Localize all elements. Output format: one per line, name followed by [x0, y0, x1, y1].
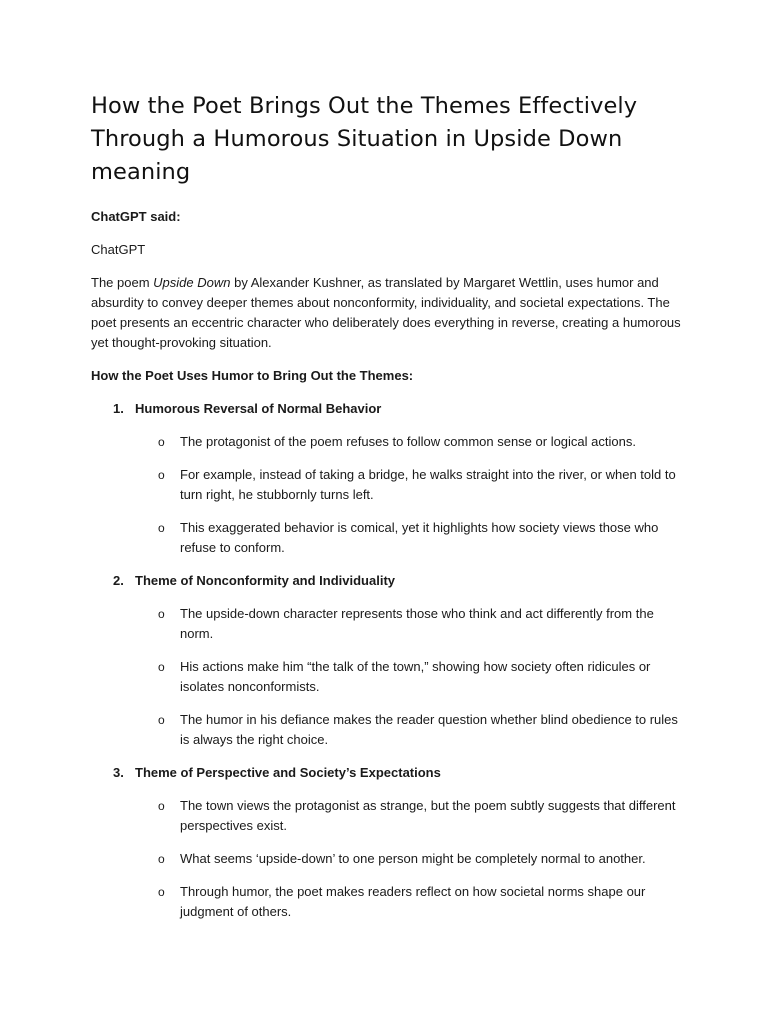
list-item-text: His actions make him “the talk of the town,” showing how society often ridicules or isolates nonconformists.	[180, 659, 651, 694]
section-heading-text: Theme of Perspective and Society’s Expectations	[135, 765, 441, 780]
section-number: 3.	[113, 765, 124, 780]
section-heading	[91, 399, 681, 419]
chatgpt-said-label: ChatGPT said:	[91, 209, 181, 224]
list-item-text: The town views the protagonist as strange, but the poem subtly suggests that different perspectives exist.	[180, 798, 676, 833]
section-heading	[91, 763, 681, 783]
bullet-marker: o	[158, 521, 165, 535]
list-item	[91, 710, 681, 750]
intro-paragraph	[91, 273, 681, 353]
section-number: 2.	[113, 573, 124, 588]
document-page	[91, 90, 681, 935]
list-item	[91, 432, 681, 452]
intro-text-rest: by Alexander Kushner, as translated by Margaret Wettlin, uses humor and absurdity to convey deeper themes about nonconformity, individuality, and societal expectations. The poet presents an eccentric character who deliberately does everything in reverse, creating a humorous yet thought-provoking situation.	[91, 275, 681, 350]
bullet-marker: o	[158, 852, 165, 866]
numbered-section	[91, 399, 681, 558]
poem-title-italic: Upside Down	[153, 275, 231, 290]
bullet-marker: o	[158, 607, 165, 621]
section-heading	[91, 571, 681, 591]
intro-text-start: The poem	[91, 275, 154, 290]
bullet-marker: o	[158, 885, 165, 899]
section-subheading: How the Poet Uses Humor to Bring Out the Themes:	[91, 368, 414, 383]
list-item	[91, 604, 681, 644]
list-item-text: For example, instead of taking a bridge, he walks straight into the river, or when told to turn right, he stubbornly turns left.	[180, 467, 676, 502]
bullet-marker: o	[158, 713, 165, 727]
numbered-section	[91, 763, 681, 922]
list-item-text: The humor in his defiance makes the reader question whether blind obedience to rules is always the right choice.	[180, 712, 678, 747]
list-item-text: The protagonist of the poem refuses to follow common sense or logical actions.	[180, 434, 636, 449]
bullet-marker: o	[158, 799, 165, 813]
list-item	[91, 657, 681, 697]
list-item	[91, 796, 681, 836]
bullet-marker: o	[158, 435, 165, 449]
list-item-text: Through humor, the poet makes readers reflect on how societal norms shape our judgment of others.	[180, 884, 646, 919]
list-item	[91, 849, 681, 869]
section-number: 1.	[113, 401, 124, 416]
list-item	[91, 882, 681, 922]
section-heading-text: Humorous Reversal of Normal Behavior	[135, 401, 382, 416]
numbered-section	[91, 571, 681, 750]
chatgpt-label: ChatGPT	[91, 242, 146, 257]
list-item-text: What seems ‘upside-down’ to one person might be completely normal to another.	[180, 851, 646, 866]
bullet-marker: o	[158, 660, 165, 674]
list-item	[91, 518, 681, 558]
document-title: How the Poet Brings Out the Themes Effectively Through a Humorous Situation in Upside Down meaning	[91, 93, 638, 185]
list-item-text: This exaggerated behavior is comical, yet it highlights how society views those who refuse to conform.	[180, 520, 659, 555]
section-heading-text: Theme of Nonconformity and Individuality	[135, 573, 396, 588]
list-item-text: The upside-down character represents those who think and act differently from the norm.	[180, 606, 654, 641]
list-item	[91, 465, 681, 505]
bullet-marker: o	[158, 468, 165, 482]
